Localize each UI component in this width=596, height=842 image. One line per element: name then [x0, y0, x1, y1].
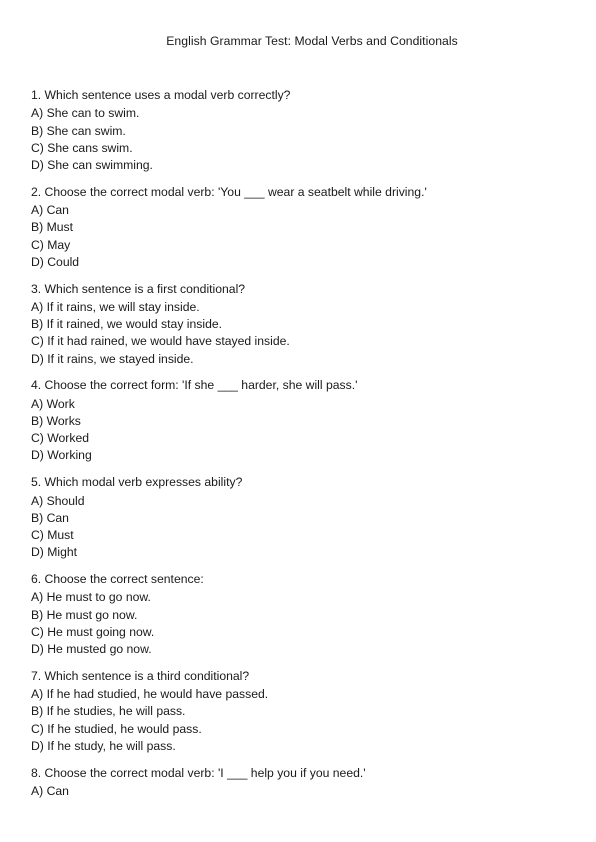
question-text: 8. Choose the correct modal verb: 'I ___ help you if you need.'	[31, 765, 366, 780]
answer-option: A) If it rains, we will stay inside.	[31, 300, 200, 314]
answer-option: C) Worked	[31, 431, 90, 446]
answer-option: A) He must to go now.	[31, 590, 151, 605]
answer-option: D) She can swimming.	[31, 157, 153, 172]
answer-option: B) Can	[31, 510, 69, 525]
answer-option: B) Works	[31, 414, 81, 428]
question-text: 3. Which sentence is a first conditional?	[31, 281, 246, 296]
question-7	[31, 668, 571, 755]
answer-option: C) She cans swim.	[31, 140, 133, 155]
question-text: 1. Which sentence uses a modal verb correctly?	[31, 88, 291, 102]
answer-option: B) If he studies, he will pass.	[31, 704, 186, 719]
question-text: 5. Which modal verb expresses ability?	[31, 475, 243, 490]
question-text: 6. Choose the correct sentence:	[31, 572, 204, 587]
answer-option: A) If he had studied, he would have passed.	[31, 687, 269, 702]
page-title: English Grammar Test: Modal Verbs and Conditionals	[166, 34, 458, 48]
answer-option: D) He musted go now.	[31, 642, 152, 656]
question-5	[31, 474, 571, 561]
answer-option: A) Can	[31, 203, 69, 218]
answer-option: C) He must going now.	[31, 624, 155, 639]
answer-option: C) May	[31, 237, 71, 252]
answer-option: B) Must	[31, 220, 73, 235]
answer-option: C) Must	[31, 528, 74, 542]
answer-option: D) Working	[31, 448, 92, 463]
answer-option: A) Should	[31, 493, 85, 508]
question-4	[31, 377, 571, 464]
question-list	[31, 87, 571, 810]
answer-option: A) Can	[31, 784, 69, 799]
answer-option: D) If it rains, we stayed inside.	[31, 351, 194, 366]
answer-option: B) If it rained, we would stay inside.	[31, 317, 223, 332]
answer-option: D) Could	[31, 254, 80, 269]
question-1	[31, 87, 571, 174]
answer-option: C) If it had rained, we would have stayed inside.	[31, 334, 290, 349]
answer-option: C) If he studied, he would pass.	[31, 721, 202, 736]
answer-option: D) If he study, he will pass.	[31, 738, 176, 753]
question-6	[31, 571, 571, 658]
answer-option: B) He must go now.	[31, 607, 138, 622]
answer-option: D) Might	[31, 545, 78, 560]
question-8	[31, 765, 571, 801]
question-text: 4. Choose the correct form: 'If she ___ harder, she will pass.'	[31, 378, 358, 393]
question-3	[31, 281, 571, 368]
question-text: 7. Which sentence is a third conditional?	[31, 668, 250, 683]
answer-option: A) Work	[31, 396, 75, 411]
question-2	[31, 184, 571, 271]
question-text: 2. Choose the correct modal verb: 'You ___ wear a seatbelt while driving.'	[31, 184, 427, 199]
answer-option: B) She can swim.	[31, 123, 126, 138]
answer-option: A) She can to swim.	[31, 106, 140, 121]
